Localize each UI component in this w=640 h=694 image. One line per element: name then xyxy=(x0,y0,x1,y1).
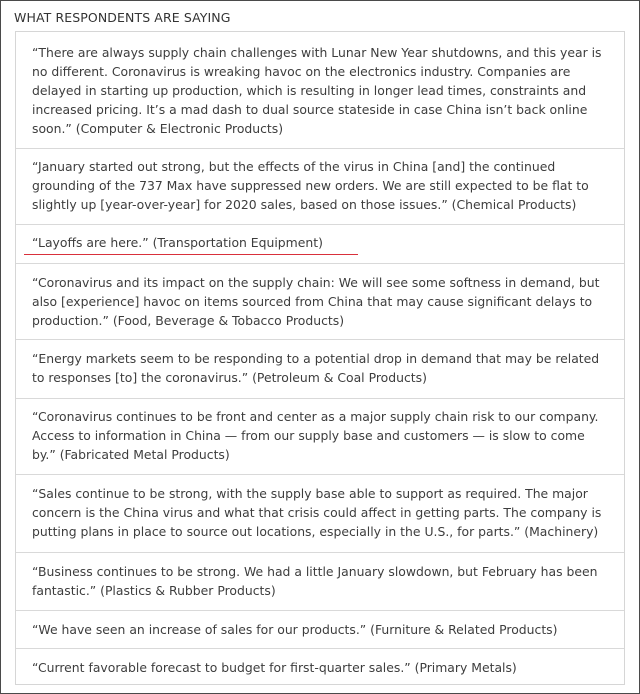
quotes-box xyxy=(15,31,625,685)
quote-text: “Coronavirus continues to be front and center as a major supply chain risk to our company. Access to information in China — from our supply base and customers — is slow to come by.” (Fabricated Metal Products) xyxy=(32,409,599,462)
quote-text: “We have seen an increase of sales for our products.” (Furniture & Related Products) xyxy=(32,622,558,637)
section-title: WHAT RESPONDENTS ARE SAYING xyxy=(14,10,231,25)
quote-3 xyxy=(16,224,624,263)
quote-text: “Current favorable forecast to budget for first-quarter sales.” (Primary Metals) xyxy=(32,660,517,675)
quote-4 xyxy=(16,263,624,339)
quote-2 xyxy=(16,148,624,224)
quote-text: “Business continues to be strong. We had a little January slowdown, but February has been fantastic.” (Plastics & Rubber Products) xyxy=(32,564,598,598)
quote-6 xyxy=(16,398,624,474)
quote-5 xyxy=(16,339,624,398)
quote-10 xyxy=(16,648,624,684)
quote-text: “Layoffs are here.” (Transportation Equipment) xyxy=(32,235,323,250)
quote-9 xyxy=(16,610,624,648)
quote-text: “January started out strong, but the effects of the virus in China [and] the continued grounding of the 737 Max have suppressed new orders. We are still expected to be flat to slightly up [year-over-year] for 2020 sales, based on those issues.” (Chemical Products) xyxy=(32,159,589,212)
quote-8 xyxy=(16,552,624,610)
quote-text: “Sales continue to be strong, with the supply base able to support as required. The major concern is the China virus and what that crisis could affect in getting parts. The company is putting plans in place to source out locations, especially in the U.S., for parts.” (Machinery) xyxy=(32,486,602,539)
quote-text: “There are always supply chain challenges with Lunar New Year shutdowns, and this year is no different. Coronavirus is wreaking havoc on the electronics industry. Companies are delayed in starting up production, which is resulting in longer lead times, constraints and increased pricing. It’s a mad dash to dual source stateside in case China isn’t back online soon.” (Computer & Electronic Products) xyxy=(32,45,602,136)
quote-text: “Coronavirus and its impact on the supply chain: We will see some softness in demand, but also [experience] havoc on items sourced from China that may cause significant delays to production.” (Food, Beverage & Tobacco Products) xyxy=(32,275,600,328)
highlight-underline xyxy=(24,254,358,255)
quote-text: “Energy markets seem to be responding to a potential drop in demand that may be related to responses [to] the coronavirus.” (Petroleum & Coal Products) xyxy=(32,351,600,385)
quote-7 xyxy=(16,474,624,552)
quote-1 xyxy=(16,32,624,148)
